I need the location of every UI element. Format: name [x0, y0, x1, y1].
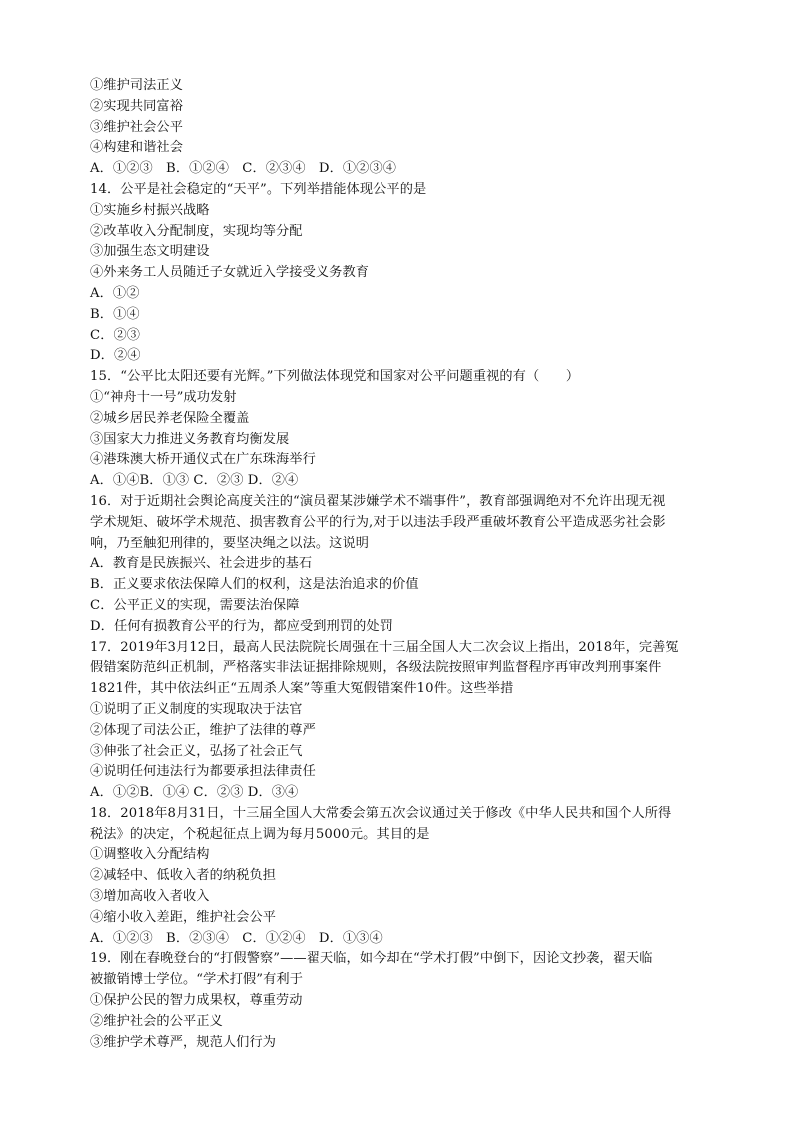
q14-stem: 14．公平是社会稳定的“天平”。下列举措能体现公平的是	[90, 181, 427, 197]
q18-stem-line-2: 税法》的决定，个税起征点上调为每月5000元。其目的是	[90, 826, 430, 842]
q19-stem-line-1: 19．刚在春晚登台的“打假警察”——翟天临，如今却在“学术打假”中倒下，因论文抄袭，翟天临	[90, 951, 653, 967]
q13-option-2: ②实现共同富裕	[90, 98, 184, 114]
q14-option-4: ④外来务工人员随迁子女就近入学接受义务教育	[90, 265, 370, 281]
q16-stem-line-1: 16．对于近期社会舆论高度关注的“演员翟某涉嫌学术不端事件”，教育部强调绝对不允许出现无视	[90, 493, 666, 509]
q14-option-2: ②改革收入分配制度，实现均等分配	[90, 223, 303, 239]
q15-choices: A．①④B．①③ C．②③ D．②④	[90, 473, 299, 489]
q17-stem-line-2: 假错案防范纠正机制，严格落实非法证据排除规则，各级法院按照审判监督程序再审改判刑事案件	[90, 660, 662, 676]
q16-choice-b: B．正义要求依法保障人们的权利，这是法治追求的价值	[90, 577, 419, 593]
q18-option-4: ④缩小收入差距，维护社会公平	[90, 909, 277, 925]
q14-choice-d: D．②④	[90, 348, 141, 364]
q14-option-3: ③加强生态文明建设	[90, 244, 210, 260]
q14-choice-b: B．①④	[90, 306, 140, 322]
q16-choice-d: D．任何有损教育公平的行为，都应受到刑罚的处罚	[90, 618, 393, 634]
q16-stem-line-2: 学术规矩、破坏学术规范、损害教育公平的行为,对于以违法手段严重破坏教育公平造成恶劣社会影	[90, 514, 666, 530]
exam-page	[90, 76, 710, 1053]
q17-stem-line-1: 17．2019年3月12日，最高人民法院院长周强在十三届全国人大二次会议上指出，2018年，完善冤	[90, 639, 679, 655]
q19-stem-line-2: 被撤销博士学位。“学术打假”有利于	[90, 972, 303, 988]
q15-stem: 15．“公平比太阳还要有光辉。”下列做法体现党和国家对公平问题重视的有（ ）	[90, 369, 580, 385]
q19-option-2: ②维护社会的公平正义	[90, 1013, 223, 1029]
q18-choices: A．①②③ B．②③④ C．①②④ D．①③④	[90, 930, 383, 946]
q18-stem-line-1: 18．2018年8月31日，十三届全国人大常委会第五次会议通过关于修改《中华人民共和国个人所得	[90, 805, 672, 821]
q19-option-1: ①保护公民的智力成果权，尊重劳动	[90, 993, 303, 1009]
q16-choice-a: A．教育是民族振兴、社会进步的基石	[90, 556, 313, 572]
q17-choices: A．①②B．①④ C．②③ D．③④	[90, 785, 299, 801]
q13-choices: A．①②③ B．①②④ C．②③④ D．①②③④	[90, 161, 397, 177]
q16-choice-c: C．公平正义的实现，需要法治保障	[90, 597, 300, 613]
q13-option-1: ①维护司法正义	[90, 78, 184, 93]
q15-option-2: ②城乡居民养老保险全覆盖	[90, 410, 250, 426]
q13-option-4: ④构建和谐社会	[90, 140, 184, 156]
q17-option-1: ①说明了正义制度的实现取决于法官	[90, 701, 303, 717]
q14-choice-c: C．②③	[90, 327, 141, 343]
q17-option-2: ②体现了司法公正，维护了法律的尊严	[90, 722, 316, 738]
q15-option-3: ③国家大力推进义务教育均衡发展	[90, 431, 290, 447]
q17-option-4: ④说明任何违法行为都要承担法律责任	[90, 764, 316, 780]
q14-option-1: ①实施乡村振兴战略	[90, 202, 210, 218]
q17-stem-line-3: 1821件，其中依法纠正“五周杀人案”等重大冤假错案件10件。这些举措	[90, 681, 514, 697]
q18-option-3: ③增加高收入者收入	[90, 889, 210, 905]
q14-choice-a: A．①②	[90, 285, 140, 301]
q15-option-4: ④港珠澳大桥开通仪式在广东珠海举行	[90, 452, 316, 468]
q16-stem-line-3: 响，乃至触犯刑律的，要坚决绳之以法。这说明	[90, 535, 370, 551]
q18-option-2: ②减轻中、低收入者的纳税负担	[90, 868, 277, 884]
q13-option-3: ③维护社会公平	[90, 119, 184, 135]
q19-option-3: ③维护学术尊严，规范人们行为	[90, 1034, 277, 1050]
q17-option-3: ③伸张了社会正义，弘扬了社会正气	[90, 743, 303, 759]
q18-option-1: ①调整收入分配结构	[90, 847, 210, 863]
q15-option-1: ①“神舟十一号”成功发射	[90, 389, 237, 405]
